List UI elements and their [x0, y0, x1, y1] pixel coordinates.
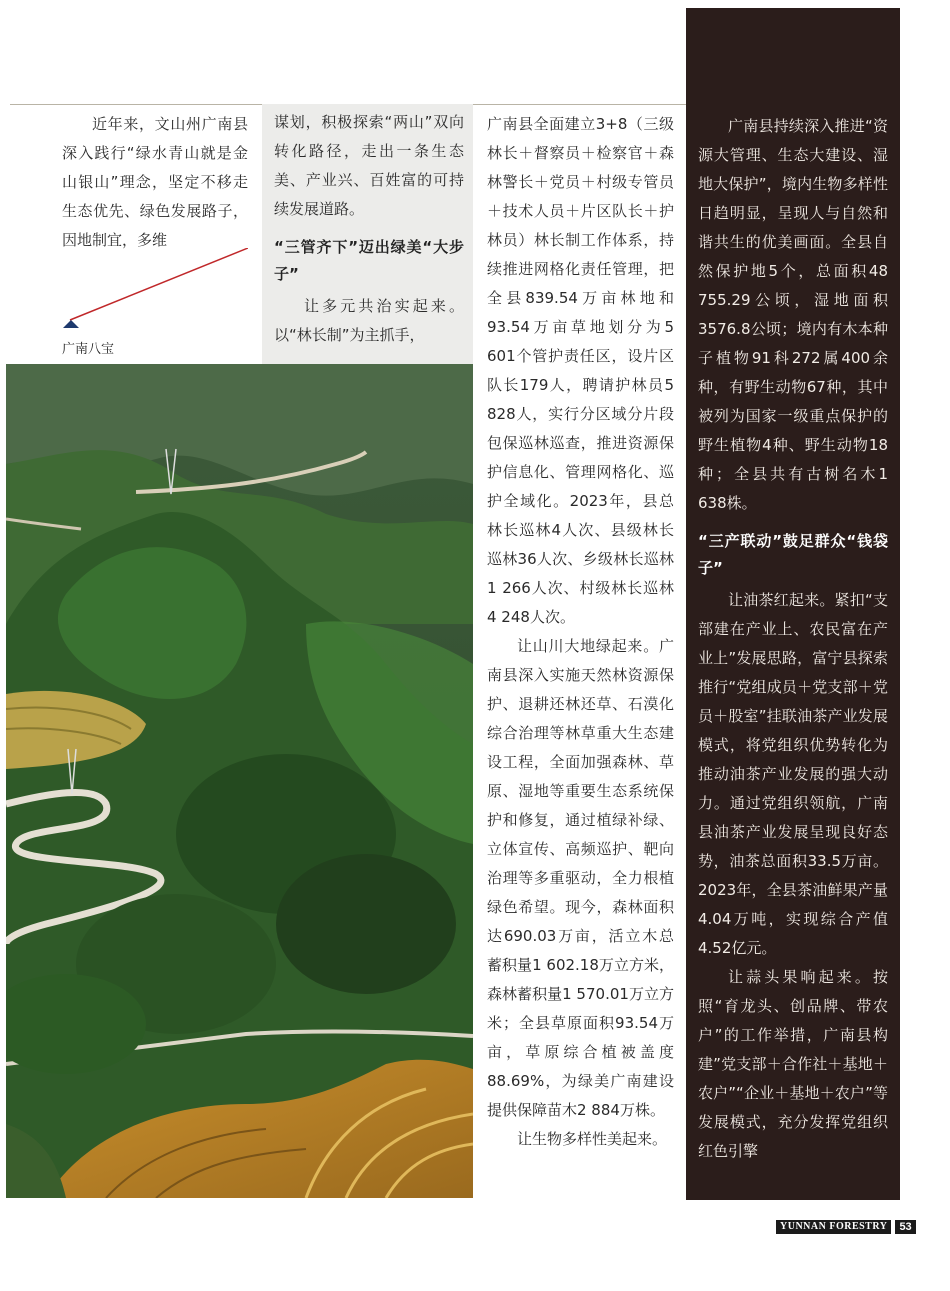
caption-pointer-line	[62, 248, 248, 328]
article-column-2	[274, 108, 464, 350]
article-column-4	[698, 112, 888, 1166]
page-folio	[776, 1220, 938, 1234]
paragraph: 让生物多样性美起来。	[517, 1130, 668, 1148]
section-heading: “三管齐下”迈出绿美“大步子”	[274, 238, 464, 283]
paragraph: 让山川大地绿起来。广南县深入实施天然林资源保护、退耕还林还草、石漠化综合治理等林草重大生态建设工程，全面加强森林、草原、湿地等重要生态系统保护和修复，通过植绿补绿、立体宣传、高频巡护、靶向治理等多重驱动，全力根植绿色希望。现今，森林面积达690.03万亩，活立木总蓄积量1 602.18万立方米，森林蓄积量1 570.01万立方米；全县草原面积93.54万亩，草原综合植被盖度88.69%，为绿美广南建设提供保障苗木2 884万株。	[487, 637, 674, 1119]
paragraph: 让多元共治实起来。以“林长制”为主抓手，	[274, 297, 464, 344]
paragraph: 让油茶红起来。紧扣“支部建在产业上、农民富在产业上”发展思路，富宁县探索推行“党组成员＋党支部＋党员＋股室”挂联油茶产业发展模式，将党组织优势转化为推动油茶产业发展的强大动力。通过党组织领航，广南县油茶产业发展呈现良好态势，油茶总面积33.5万亩。2023年，全县茶油鲜果产量4.04万吨，实现综合产值4.52亿元。	[698, 591, 888, 957]
paragraph: 广南县全面建立3+8（三级林长＋督察员＋检察官＋森林警长＋党员＋村级专管员＋技术人员＋片区队长＋护林员）林长制工作体系，持续推进网格化责任管理，把全县839.54万亩林地和93.54万亩草地划分为5 601个管护责任区，设片区队长179人，聘请护林员5 828人，实行分区域分片段包保巡林巡查，推进资源保护信息化、管理网格化、巡护全域化。2023年，县总林长巡林4人次、县级林长巡林36人次、乡级林长巡林1 266人次、村级林长巡林4 248人次。	[487, 115, 674, 626]
magazine-name: YUNNAN FORESTRY	[776, 1220, 891, 1234]
article-column-1	[62, 110, 248, 255]
paragraph: 广南县持续深入推进“资源大管理、生态大建设、湿地大保护”，境内生物多样性日趋明显，呈现人与自然和谐共生的优美画面。全县自然保护地5个，总面积48 755.29公顷，湿地面积3576.8公顷；境内有木本种子植物91科272属400余种，有野生动物67种，其中被列为国家一级重点保护的野生植物4种、野生动物18种；全县共有古树名木1 638株。	[698, 117, 888, 512]
photo-caption: 广南八宝	[62, 342, 115, 357]
page-number: 53	[895, 1220, 915, 1234]
paragraph: 谋划，积极探索“两山”双向转化路径，走出一条生态美、产业兴、百姓富的可持续发展道路。	[274, 113, 464, 218]
paragraph: 近年来，文山州广南县深入践行“绿水青山就是金山银山”理念，坚定不移走生态优先、绿色发展路子，因地制宜，多维	[62, 115, 248, 249]
section-heading: “三产联动”鼓足群众“钱袋子”	[698, 532, 888, 577]
landscape-photo	[6, 364, 473, 1198]
article-column-3	[487, 110, 674, 1154]
paragraph: 让蒜头果响起来。按照“育龙头、创品牌、带农户”的工作举措，广南县构建”党支部＋合作社＋基地＋农户”“企业＋基地＋农户”等发展模式，充分发挥党组织红色引擎	[698, 968, 888, 1160]
